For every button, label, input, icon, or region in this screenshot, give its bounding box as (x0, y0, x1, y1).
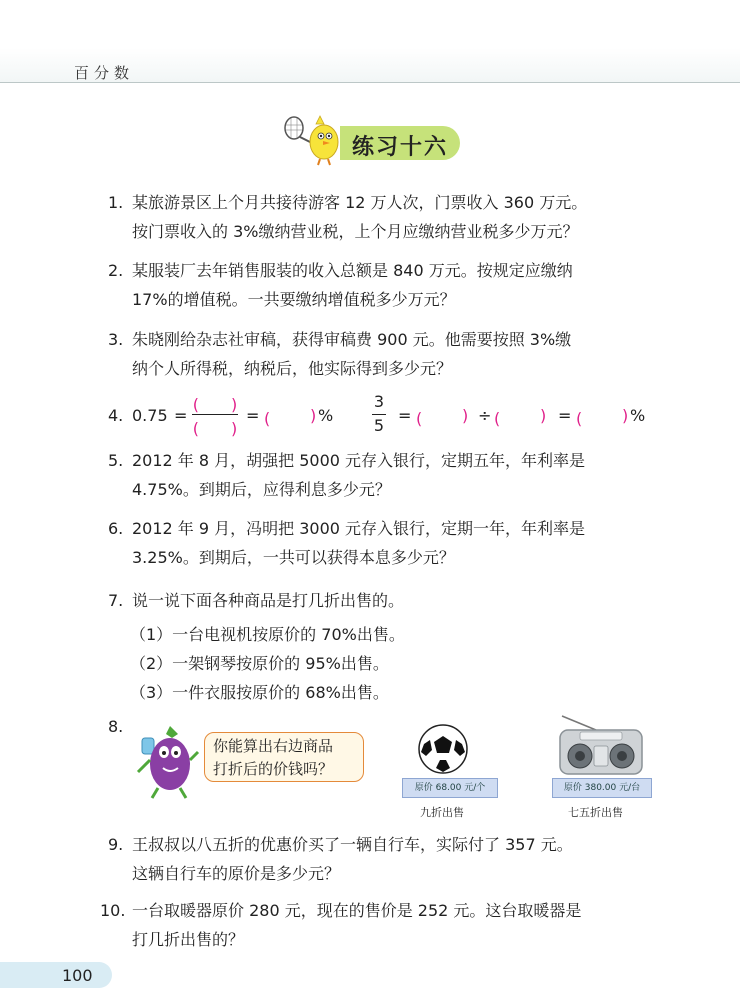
answer-blank[interactable]: ( (576, 409, 615, 428)
problem-10 (100, 896, 581, 954)
problem-text: 3.25%。到期后，一共可以获得本息多少元？ (132, 548, 455, 567)
close-paren: ) (310, 406, 317, 425)
percent-sign: % (318, 406, 334, 425)
problem-5 (108, 446, 585, 504)
fraction-bar (192, 414, 238, 415)
bird-with-racket-icon (280, 112, 350, 172)
problem-text: 4.75%。到期后，应得利息多少元？ (132, 480, 391, 499)
eggplant-character-icon (128, 722, 208, 802)
problem-text: 纳个人所得税，纳税后，他实际得到多少元？ (132, 359, 453, 378)
equals-sign: = (246, 406, 260, 425)
answer-blank[interactable]: ( (416, 409, 455, 428)
decimal-value: 0.75 (132, 406, 168, 425)
answer-blank[interactable]: ( (494, 409, 533, 428)
problem-number: 3. (108, 330, 124, 349)
fraction-denominator: 5 (373, 416, 385, 435)
ball-discount-caption: 九折出售 (420, 806, 464, 819)
problem-number: 9. (108, 835, 124, 854)
problem-text: 这辆自行车的原价是多少元？ (132, 864, 341, 883)
answer-blank[interactable]: ( (264, 409, 303, 428)
problem-7 (108, 586, 404, 615)
problem-7-item-2: （2）一架钢琴按原价的 95%出售。 (130, 654, 389, 673)
fraction-bar (372, 414, 386, 415)
close-paren: ) (462, 406, 469, 425)
problem-number: 1. (108, 193, 124, 212)
problem-number: 6. (108, 519, 124, 538)
problem-number: 10. (100, 901, 126, 920)
radio-price-tag: 原价 380.00 元/台 (552, 778, 652, 798)
divide-sign: ÷ (478, 406, 492, 425)
ball-price-tag: 原价 68.00 元/个 (402, 778, 498, 798)
problem-number: 4. (108, 406, 124, 425)
problem-text: 17%的增值税。一共要缴纳增值税多少万元？ (132, 290, 456, 309)
page-number-tab (0, 962, 112, 988)
problem-3 (108, 325, 571, 383)
equals-sign: = (398, 406, 412, 425)
close-paren: ) (540, 406, 547, 425)
fraction-numerator: 3 (373, 392, 385, 411)
equals-sign: = (558, 406, 572, 425)
problem-text: 某服装厂去年销售服装的收入总额是 840 万元。按规定应缴纳 (132, 261, 573, 280)
bubble-text: 打折后的价钱吗？ (213, 760, 334, 778)
speech-bubble (204, 732, 364, 782)
problem-text: 一台取暖器原价 280 元，现在的售价是 252 元。这台取暖器是 (132, 901, 582, 920)
problem-text: 2012 年 9 月，冯明把 3000 元存入银行，定期一年，年利率是 (132, 519, 586, 538)
section-label: 百分数 (74, 64, 135, 82)
fraction-three-fifths (372, 392, 386, 438)
problem-number: 2. (108, 261, 124, 280)
problem-number: 7. (108, 591, 124, 610)
exercise-title: 练习十六 (352, 135, 449, 160)
soccer-ball-icon (416, 722, 470, 776)
problem-6 (108, 514, 585, 572)
page-number: 100 (62, 966, 93, 985)
problem-1 (108, 188, 587, 246)
denominator-blank[interactable]: ( ) (192, 419, 238, 438)
radio-boombox-icon (556, 714, 646, 776)
problem-text: 按门票收入的 3%缴纳营业税，上个月应缴纳营业税多少万元？ (132, 222, 579, 241)
equals-sign: = (174, 406, 188, 425)
problem-2 (108, 256, 573, 314)
problem-number: 5. (108, 451, 124, 470)
problem-text: 某旅游景区上个月共接待游客 12 万人次，门票收入 360 万元。 (132, 193, 588, 212)
problem-text: 说一说下面各种商品是打几折出售的。 (132, 591, 405, 610)
problem-text: 王叔叔以八五折的优惠价买了一辆自行车，实际付了 357 元。 (132, 835, 573, 854)
problem-text: 打几折出售的？ (132, 930, 245, 949)
numerator-blank[interactable]: ( ) (192, 395, 238, 414)
problem-text: 2012 年 8 月，胡强把 5000 元存入银行，定期五年，年利率是 (132, 451, 586, 470)
problem-9 (108, 830, 573, 888)
problem-7-item-3: （3）一件衣服按原价的 68%出售。 (130, 683, 389, 702)
radio-discount-caption: 七五折出售 (568, 806, 623, 819)
exercise-title-banner (280, 112, 480, 172)
close-paren: ) (622, 406, 629, 425)
problem-text: 朱晓刚给杂志社审稿，获得审稿费 900 元。他需要按照 3%缴 (132, 330, 572, 349)
blank-fraction (192, 392, 238, 438)
problem-7-item-1: （1）一台电视机按原价的 70%出售。 (130, 625, 405, 644)
problem-number: 8. (108, 717, 124, 736)
percent-sign: % (630, 406, 646, 425)
bubble-text: 你能算出右边商品 (213, 737, 334, 755)
